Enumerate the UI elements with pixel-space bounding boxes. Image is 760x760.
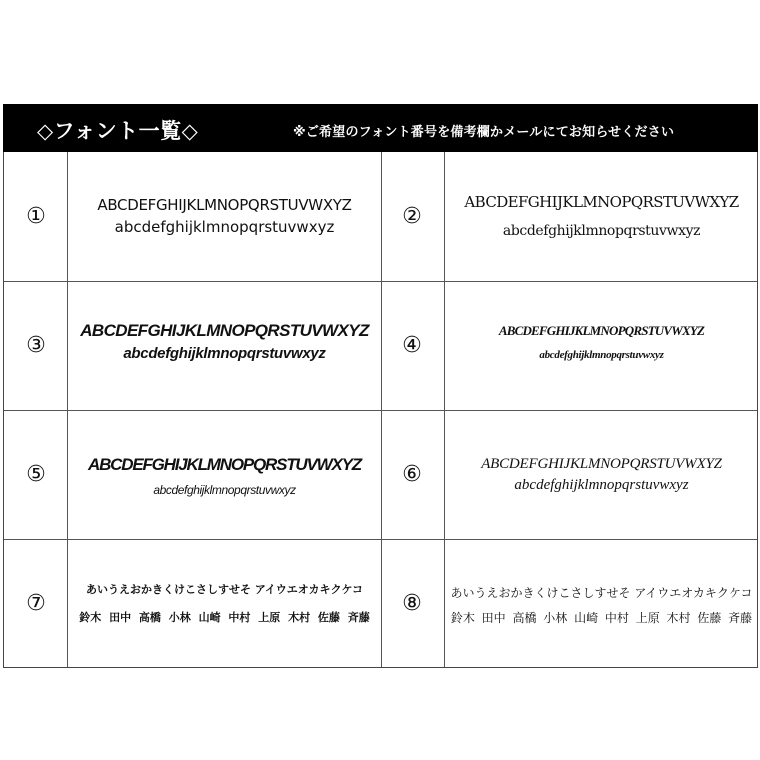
divider bbox=[4, 410, 757, 411]
font-sample-7[interactable] bbox=[68, 581, 381, 625]
font-number: ③ bbox=[26, 333, 46, 358]
divider bbox=[4, 281, 757, 282]
font-number: ⑥ bbox=[402, 462, 422, 487]
uppercase-sample: ABCDEFGHIJKLMNOPQRSTUVWXYZ bbox=[97, 196, 352, 214]
font-sample-3[interactable] bbox=[68, 321, 381, 362]
kana-sample: あいうえおかきくけこさしすせそ アイウエオカキクケコ bbox=[85, 583, 364, 596]
uppercase-sample: ABCDEFGHIJKLMNOPQRSTUVWXYZ bbox=[88, 455, 361, 474]
font-sample-5[interactable] bbox=[68, 455, 381, 497]
kana-sample: あいうえおかきくけこさしすせそ アイウエオカキクケコ bbox=[450, 586, 753, 600]
lowercase-sample: abcdefghijklmnopqrstuvwxyz bbox=[123, 345, 326, 362]
uppercase-sample: ABCDEFGHIJKLMNOPQRSTUVWXYZ bbox=[464, 193, 739, 211]
uppercase-sample: ABCDEFGHIJKLMNOPQRSTUVWXYZ bbox=[498, 323, 705, 338]
font-sample-1[interactable] bbox=[68, 196, 381, 236]
header-bar bbox=[3, 104, 758, 152]
font-number: ② bbox=[402, 204, 422, 229]
font-number: ⑤ bbox=[26, 462, 46, 487]
font-number: ① bbox=[26, 204, 46, 229]
font-sample-8[interactable] bbox=[445, 584, 758, 626]
lowercase-sample: abcdefghijklmnopqrstuvwxyz bbox=[514, 477, 689, 493]
divider bbox=[4, 539, 757, 540]
font-sample-2[interactable] bbox=[445, 193, 758, 239]
font-number: ④ bbox=[402, 333, 422, 358]
font-sample-6[interactable] bbox=[445, 456, 758, 494]
font-sample-4[interactable] bbox=[445, 323, 758, 361]
lowercase-sample: abcdefghijklmnopqrstuvwxyz bbox=[114, 218, 335, 236]
kanji-sample: 鈴木 田中 高橋 小林 山崎 中村 上原 木村 佐藤 斉藤 bbox=[450, 611, 753, 625]
lowercase-sample: abcdefghijklmnopqrstuvwxyz bbox=[539, 349, 664, 361]
kanji-sample: 鈴木 田中 高橋 小林 山崎 中村 上原 木村 佐藤 斉藤 bbox=[79, 611, 370, 624]
page-title: ◇フォント一覧◇ bbox=[37, 119, 199, 143]
font-grid bbox=[3, 152, 758, 668]
order-note: ※ご希望のフォント番号を備考欄かメールにてお知らせください bbox=[293, 125, 675, 140]
font-number: ⑦ bbox=[26, 591, 46, 616]
font-number: ⑧ bbox=[402, 591, 422, 616]
lowercase-sample: abcdefghijklmnopqrstuvwxyz bbox=[153, 483, 296, 497]
uppercase-sample: ABCDEFGHIJKLMNOPQRSTUVWXYZ bbox=[481, 456, 722, 472]
lowercase-sample: abcdefghijklmnopqrstuvwxyz bbox=[502, 223, 701, 239]
uppercase-sample: ABCDEFGHIJKLMNOPQRSTUVWXYZ bbox=[80, 321, 369, 340]
